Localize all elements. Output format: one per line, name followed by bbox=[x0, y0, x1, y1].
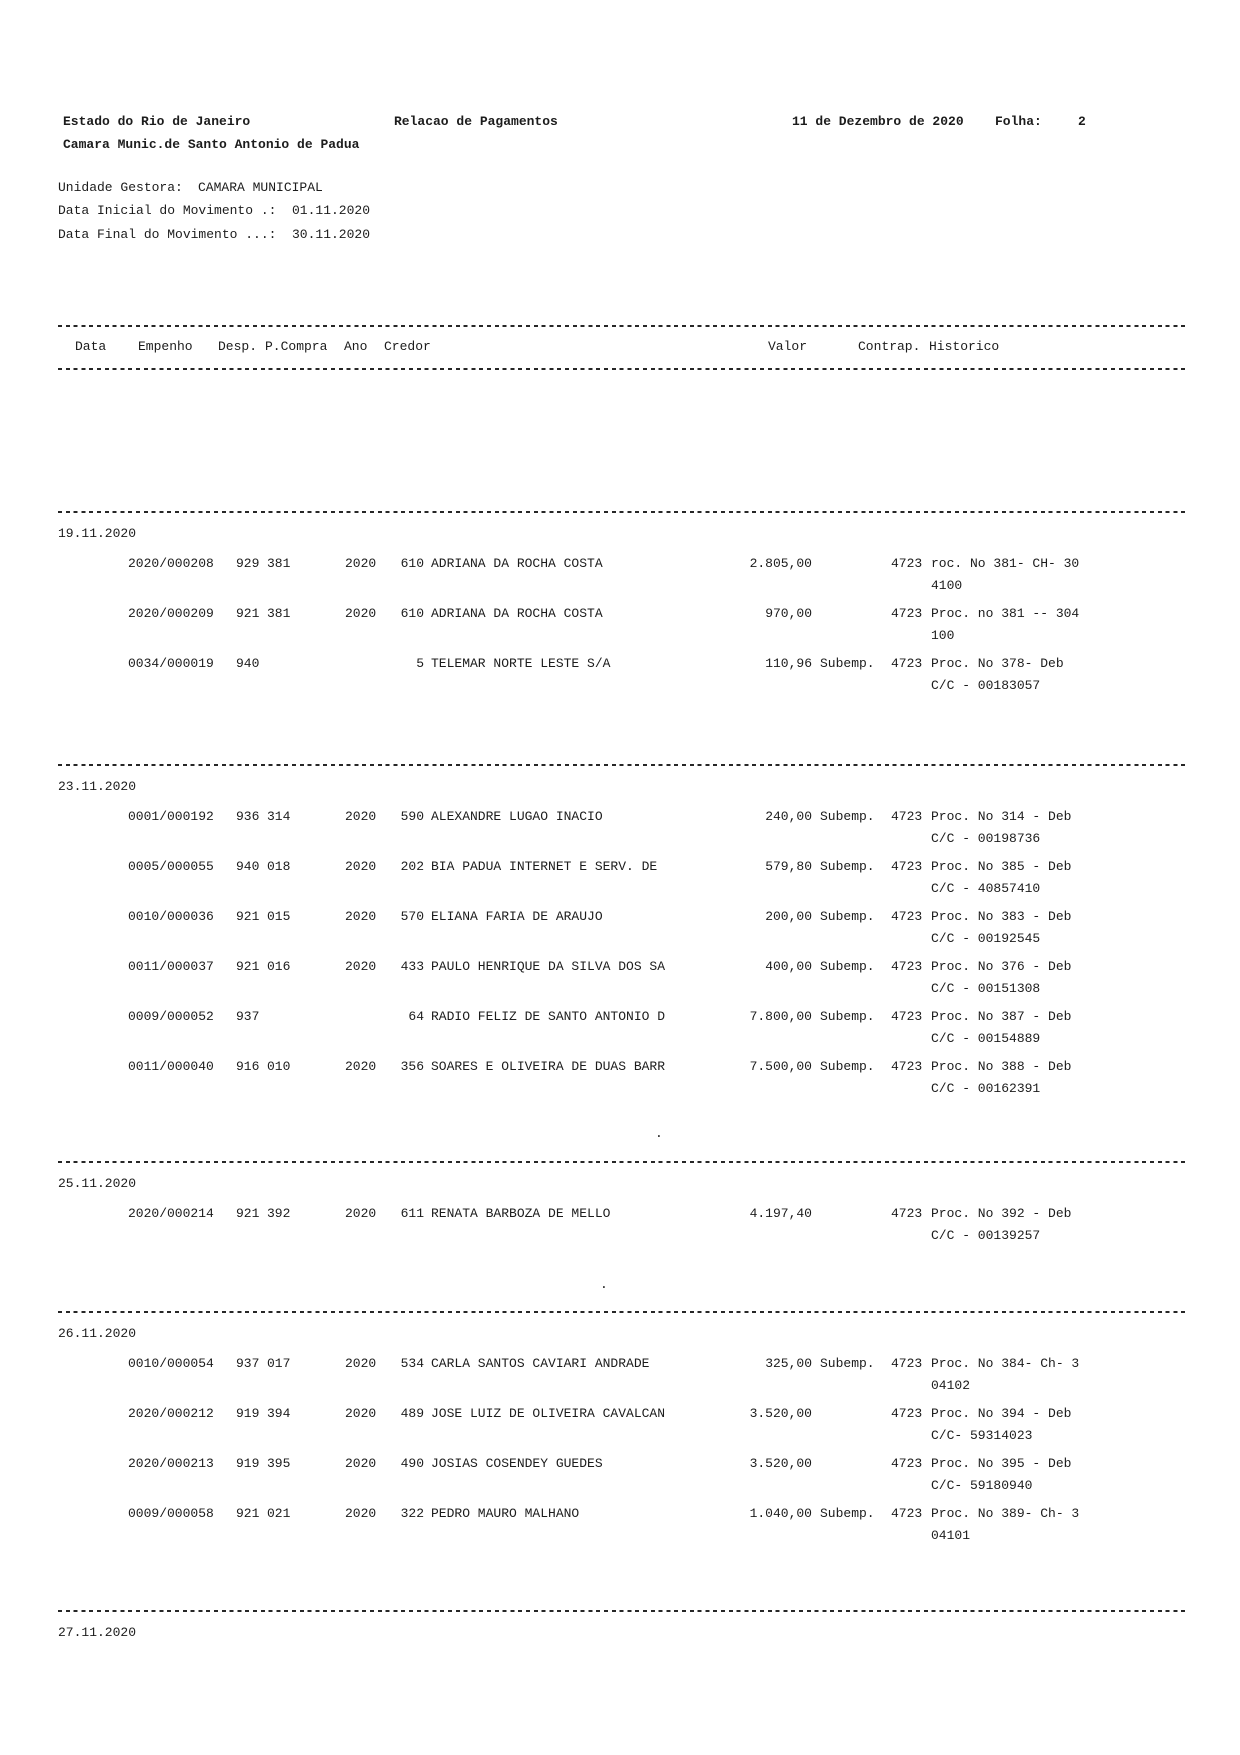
record-desp: 921 bbox=[236, 606, 260, 621]
record-credor-code: 5 bbox=[416, 656, 424, 671]
record-line-1 bbox=[0, 1056, 1240, 1078]
record-historico-line-1: Proc. No 385 - Deb bbox=[931, 859, 1072, 874]
record-credor-code: 356 bbox=[400, 1059, 424, 1074]
record-contrap: 4723 bbox=[891, 809, 923, 824]
record-line-1 bbox=[0, 1353, 1240, 1375]
col-valor: Valor bbox=[768, 339, 808, 354]
payment-record bbox=[0, 1006, 1240, 1056]
record-historico-line-1: Proc. No 388 - Deb bbox=[931, 1059, 1072, 1074]
record-pcompra: 394 bbox=[267, 1406, 291, 1421]
record-historico-line-1: Proc. No 392 - Deb bbox=[931, 1206, 1072, 1221]
record-line-1 bbox=[0, 553, 1240, 575]
record-desp: 916 bbox=[236, 1059, 260, 1074]
record-valor: 110,96 bbox=[765, 656, 812, 671]
record-credor-name: ELIANA FARIA DE ARAUJO bbox=[431, 909, 603, 924]
record-line-2 bbox=[0, 1425, 1240, 1453]
unidade-gestora-value: CAMARA MUNICIPAL bbox=[198, 180, 323, 195]
record-credor-name: TELEMAR NORTE LESTE S/A bbox=[431, 656, 611, 671]
record-subemp-flag: Subemp. bbox=[820, 656, 875, 671]
record-credor-code: 490 bbox=[400, 1456, 424, 1471]
record-contrap: 4723 bbox=[891, 859, 923, 874]
section-date: 19.11.2020 bbox=[58, 526, 137, 541]
record-line-1 bbox=[0, 603, 1240, 625]
record-subemp-flag: Subemp. bbox=[820, 1009, 875, 1024]
record-desp: 919 bbox=[236, 1406, 260, 1421]
record-ano: 2020 bbox=[345, 1356, 377, 1371]
record-pcompra: 016 bbox=[267, 959, 291, 974]
record-line-2 bbox=[0, 625, 1240, 653]
info-data-inicial bbox=[0, 203, 1240, 225]
record-pcompra: 381 bbox=[267, 556, 291, 571]
record-ano: 2020 bbox=[345, 859, 377, 874]
record-credor-code: 534 bbox=[400, 1356, 424, 1371]
record-historico-line-1: Proc. no 381 -- 304 bbox=[931, 606, 1080, 621]
record-line-2 bbox=[0, 828, 1240, 856]
record-line-2 bbox=[0, 878, 1240, 906]
section-date: 27.11.2020 bbox=[58, 1625, 137, 1640]
record-line-1 bbox=[0, 906, 1240, 928]
record-line-1 bbox=[0, 806, 1240, 828]
data-inicial-label: Data Inicial do Movimento .: bbox=[58, 203, 277, 218]
divider bbox=[58, 368, 1186, 370]
record-ano: 2020 bbox=[345, 1506, 377, 1521]
record-empenho: 0010/000036 bbox=[128, 909, 214, 924]
record-pcompra: 017 bbox=[267, 1356, 291, 1371]
payment-record bbox=[0, 553, 1240, 603]
record-contrap: 4723 bbox=[891, 606, 923, 621]
record-historico-line-1: Proc. No 389- Ch- 3 bbox=[931, 1506, 1080, 1521]
record-credor-code: 610 bbox=[400, 556, 424, 571]
record-credor-code: 433 bbox=[400, 959, 424, 974]
payment-record bbox=[0, 653, 1240, 703]
record-credor-name: RENATA BARBOZA DE MELLO bbox=[431, 1206, 611, 1221]
record-historico-line-2: C/C - 00192545 bbox=[931, 931, 1041, 946]
record-historico-line-1: Proc. No 395 - Deb bbox=[931, 1456, 1072, 1471]
record-historico-line-2: C/C - 40857410 bbox=[931, 881, 1041, 896]
record-line-1 bbox=[0, 1403, 1240, 1425]
col-data: Data bbox=[75, 339, 107, 354]
report-title: Relacao de Pagamentos bbox=[394, 114, 558, 129]
payment-record bbox=[0, 1056, 1240, 1106]
record-contrap: 4723 bbox=[891, 1506, 923, 1521]
record-line-1 bbox=[0, 956, 1240, 978]
record-credor-name: PEDRO MAURO MALHANO bbox=[431, 1506, 580, 1521]
section-date: 25.11.2020 bbox=[58, 1176, 137, 1191]
record-pcompra: 392 bbox=[267, 1206, 291, 1221]
record-valor: 3.520,00 bbox=[749, 1406, 812, 1421]
org-entity: Camara Munic.de Santo Antonio de Padua bbox=[63, 137, 360, 152]
record-credor-code: 611 bbox=[400, 1206, 424, 1221]
col-empenho: Empenho bbox=[138, 339, 193, 354]
col-pcompra: P.Compra bbox=[265, 339, 328, 354]
record-desp: 937 bbox=[236, 1356, 260, 1371]
record-line-1 bbox=[0, 1203, 1240, 1225]
record-contrap: 4723 bbox=[891, 1206, 923, 1221]
record-line-2 bbox=[0, 1375, 1240, 1403]
record-historico-line-2: 04101 bbox=[931, 1528, 971, 1543]
record-list bbox=[0, 553, 1240, 703]
unidade-gestora-label: Unidade Gestora: bbox=[58, 180, 183, 195]
record-credor-name: ADRIANA DA ROCHA COSTA bbox=[431, 556, 603, 571]
record-empenho: 2020/000214 bbox=[128, 1206, 214, 1221]
record-credor-code: 610 bbox=[400, 606, 424, 621]
record-historico-line-1: Proc. No 384- Ch- 3 bbox=[931, 1356, 1080, 1371]
col-historico: Historico bbox=[929, 339, 1000, 354]
record-valor: 3.520,00 bbox=[749, 1456, 812, 1471]
report-date: 11 de Dezembro de 2020 bbox=[792, 114, 964, 129]
record-contrap: 4723 bbox=[891, 959, 923, 974]
record-empenho: 0001/000192 bbox=[128, 809, 214, 824]
record-credor-name: SOARES E OLIVEIRA DE DUAS BARR bbox=[431, 1059, 666, 1074]
record-empenho: 0010/000054 bbox=[128, 1356, 214, 1371]
data-final-value: 30.11.2020 bbox=[292, 227, 371, 242]
divider bbox=[58, 1610, 1186, 1612]
record-ano: 2020 bbox=[345, 809, 377, 824]
col-ano: Ano bbox=[344, 339, 368, 354]
payment-record bbox=[0, 1503, 1240, 1553]
record-ano: 2020 bbox=[345, 909, 377, 924]
record-desp: 921 bbox=[236, 1206, 260, 1221]
record-historico-line-1: Proc. No 378- Deb bbox=[931, 656, 1064, 671]
record-line-2 bbox=[0, 575, 1240, 603]
record-subemp-flag: Subemp. bbox=[820, 909, 875, 924]
record-valor: 970,00 bbox=[765, 606, 812, 621]
record-valor: 400,00 bbox=[765, 959, 812, 974]
record-empenho: 0009/000058 bbox=[128, 1506, 214, 1521]
record-pcompra: 018 bbox=[267, 859, 291, 874]
record-credor-code: 489 bbox=[400, 1406, 424, 1421]
record-credor-name: BIA PADUA INTERNET E SERV. DE bbox=[431, 859, 658, 874]
divider bbox=[58, 325, 1186, 327]
record-credor-code: 322 bbox=[400, 1506, 424, 1521]
org-state: Estado do Rio de Janeiro bbox=[63, 114, 251, 129]
record-line-1 bbox=[0, 856, 1240, 878]
payment-record bbox=[0, 1203, 1240, 1253]
record-credor-name: ADRIANA DA ROCHA COSTA bbox=[431, 606, 603, 621]
record-credor-code: 64 bbox=[408, 1009, 424, 1024]
record-historico-line-2: 100 bbox=[931, 628, 955, 643]
record-desp: 921 bbox=[236, 909, 260, 924]
record-line-2 bbox=[0, 1225, 1240, 1253]
record-credor-name: CARLA SANTOS CAVIARI ANDRADE bbox=[431, 1356, 650, 1371]
record-credor-name: RADIO FELIZ DE SANTO ANTONIO D bbox=[431, 1009, 666, 1024]
record-historico-line-2: C/C - 00154889 bbox=[931, 1031, 1041, 1046]
report-header-line-2 bbox=[0, 137, 1240, 160]
record-historico-line-1: Proc. No 376 - Deb bbox=[931, 959, 1072, 974]
record-subemp-flag: Subemp. bbox=[820, 1356, 875, 1371]
record-line-2 bbox=[0, 978, 1240, 1006]
record-valor: 325,00 bbox=[765, 1356, 812, 1371]
record-list bbox=[0, 806, 1240, 1106]
section-date: 23.11.2020 bbox=[58, 779, 137, 794]
record-empenho: 0009/000052 bbox=[128, 1009, 214, 1024]
record-line-2 bbox=[0, 1028, 1240, 1056]
record-empenho: 2020/000208 bbox=[128, 556, 214, 571]
folha-label: Folha: bbox=[995, 114, 1042, 129]
record-line-1 bbox=[0, 653, 1240, 675]
record-credor-name: ALEXANDRE LUGAO INACIO bbox=[431, 809, 603, 824]
record-empenho: 2020/000209 bbox=[128, 606, 214, 621]
record-historico-line-2: C/C- 59314023 bbox=[931, 1428, 1033, 1443]
section-date: 26.11.2020 bbox=[58, 1326, 137, 1341]
col-desp: Desp. bbox=[218, 339, 258, 354]
record-line-1 bbox=[0, 1503, 1240, 1525]
record-historico-line-2: C/C - 00198736 bbox=[931, 831, 1041, 846]
record-ano: 2020 bbox=[345, 959, 377, 974]
record-desp: 921 bbox=[236, 1506, 260, 1521]
record-credor-name: JOSE LUIZ DE OLIVEIRA CAVALCAN bbox=[431, 1406, 666, 1421]
record-line-2 bbox=[0, 928, 1240, 956]
record-pcompra: 010 bbox=[267, 1059, 291, 1074]
record-valor: 4.197,40 bbox=[749, 1206, 812, 1221]
record-contrap: 4723 bbox=[891, 556, 923, 571]
record-subemp-flag: Subemp. bbox=[820, 859, 875, 874]
record-ano: 2020 bbox=[345, 1206, 377, 1221]
record-list bbox=[0, 1203, 1240, 1253]
record-subemp-flag: Subemp. bbox=[820, 809, 875, 824]
record-desp: 937 bbox=[236, 1009, 260, 1024]
record-line-2 bbox=[0, 1078, 1240, 1106]
record-desp: 929 bbox=[236, 556, 260, 571]
record-desp: 921 bbox=[236, 959, 260, 974]
record-desp: 936 bbox=[236, 809, 260, 824]
record-empenho: 0011/000037 bbox=[128, 959, 214, 974]
record-valor: 7.800,00 bbox=[749, 1009, 812, 1024]
record-historico-line-2: C/C - 00183057 bbox=[931, 678, 1041, 693]
stray-dot: . bbox=[655, 1126, 663, 1141]
record-contrap: 4723 bbox=[891, 1059, 923, 1074]
record-empenho: 2020/000213 bbox=[128, 1456, 214, 1471]
record-line-1 bbox=[0, 1006, 1240, 1028]
record-historico-line-1: Proc. No 314 - Deb bbox=[931, 809, 1072, 824]
record-pcompra: 381 bbox=[267, 606, 291, 621]
record-historico-line-1: roc. No 381- CH- 30 bbox=[931, 556, 1080, 571]
payment-record bbox=[0, 856, 1240, 906]
record-empenho: 2020/000212 bbox=[128, 1406, 214, 1421]
data-inicial-value: 01.11.2020 bbox=[292, 203, 371, 218]
divider bbox=[58, 511, 1186, 513]
record-historico-line-1: Proc. No 387 - Deb bbox=[931, 1009, 1072, 1024]
divider bbox=[58, 764, 1186, 766]
data-final-label: Data Final do Movimento ...: bbox=[58, 227, 277, 242]
record-credor-name: JOSIAS COSENDEY GUEDES bbox=[431, 1456, 603, 1471]
payment-record bbox=[0, 1453, 1240, 1503]
payment-record bbox=[0, 1353, 1240, 1403]
record-historico-line-1: Proc. No 394 - Deb bbox=[931, 1406, 1072, 1421]
record-list bbox=[0, 1353, 1240, 1553]
record-desp: 940 bbox=[236, 656, 260, 671]
record-historico-line-2: 4100 bbox=[931, 578, 963, 593]
record-subemp-flag: Subemp. bbox=[820, 959, 875, 974]
record-ano: 2020 bbox=[345, 1059, 377, 1074]
folha-number: 2 bbox=[1078, 114, 1086, 129]
payment-record bbox=[0, 906, 1240, 956]
divider bbox=[58, 1161, 1186, 1163]
payment-record bbox=[0, 1403, 1240, 1453]
record-valor: 2.805,00 bbox=[749, 556, 812, 571]
record-empenho: 0005/000055 bbox=[128, 859, 214, 874]
record-valor: 240,00 bbox=[765, 809, 812, 824]
divider bbox=[58, 1311, 1186, 1313]
record-credor-name: PAULO HENRIQUE DA SILVA DOS SA bbox=[431, 959, 666, 974]
record-historico-line-2: 04102 bbox=[931, 1378, 971, 1393]
record-ano: 2020 bbox=[345, 1406, 377, 1421]
record-valor: 579,80 bbox=[765, 859, 812, 874]
report-header-line-1 bbox=[0, 114, 1240, 137]
record-subemp-flag: Subemp. bbox=[820, 1506, 875, 1521]
payment-record bbox=[0, 603, 1240, 653]
info-data-final bbox=[0, 227, 1240, 249]
record-contrap: 4723 bbox=[891, 909, 923, 924]
col-contrap: Contrap. bbox=[858, 339, 921, 354]
record-contrap: 4723 bbox=[891, 656, 923, 671]
table-header bbox=[0, 325, 1240, 371]
record-contrap: 4723 bbox=[891, 1406, 923, 1421]
record-contrap: 4723 bbox=[891, 1356, 923, 1371]
record-pcompra: 314 bbox=[267, 809, 291, 824]
info-unidade-gestora bbox=[0, 180, 1240, 202]
record-empenho: 0034/000019 bbox=[128, 656, 214, 671]
record-subemp-flag: Subemp. bbox=[820, 1059, 875, 1074]
record-empenho: 0011/000040 bbox=[128, 1059, 214, 1074]
record-historico-line-2: C/C - 00139257 bbox=[931, 1228, 1041, 1243]
record-historico-line-1: Proc. No 383 - Deb bbox=[931, 909, 1072, 924]
record-pcompra: 015 bbox=[267, 909, 291, 924]
record-historico-line-2: C/C - 00151308 bbox=[931, 981, 1041, 996]
payment-record bbox=[0, 806, 1240, 856]
record-line-2 bbox=[0, 1525, 1240, 1553]
record-line-2 bbox=[0, 675, 1240, 703]
record-pcompra: 021 bbox=[267, 1506, 291, 1521]
record-valor: 7.500,00 bbox=[749, 1059, 812, 1074]
record-ano: 2020 bbox=[345, 1456, 377, 1471]
payment-record bbox=[0, 956, 1240, 1006]
record-line-1 bbox=[0, 1453, 1240, 1475]
stray-dot: . bbox=[600, 1277, 608, 1292]
record-contrap: 4723 bbox=[891, 1456, 923, 1471]
record-ano: 2020 bbox=[345, 556, 377, 571]
col-credor: Credor bbox=[384, 339, 431, 354]
record-valor: 1.040,00 bbox=[749, 1506, 812, 1521]
record-desp: 940 bbox=[236, 859, 260, 874]
record-credor-code: 590 bbox=[400, 809, 424, 824]
record-valor: 200,00 bbox=[765, 909, 812, 924]
record-contrap: 4723 bbox=[891, 1009, 923, 1024]
record-historico-line-2: C/C - 00162391 bbox=[931, 1081, 1041, 1096]
record-ano: 2020 bbox=[345, 606, 377, 621]
record-credor-code: 570 bbox=[400, 909, 424, 924]
table-header-row bbox=[0, 339, 1240, 362]
record-pcompra: 395 bbox=[267, 1456, 291, 1471]
record-credor-code: 202 bbox=[400, 859, 424, 874]
record-historico-line-2: C/C- 59180940 bbox=[931, 1478, 1033, 1493]
record-desp: 919 bbox=[236, 1456, 260, 1471]
record-line-2 bbox=[0, 1475, 1240, 1503]
